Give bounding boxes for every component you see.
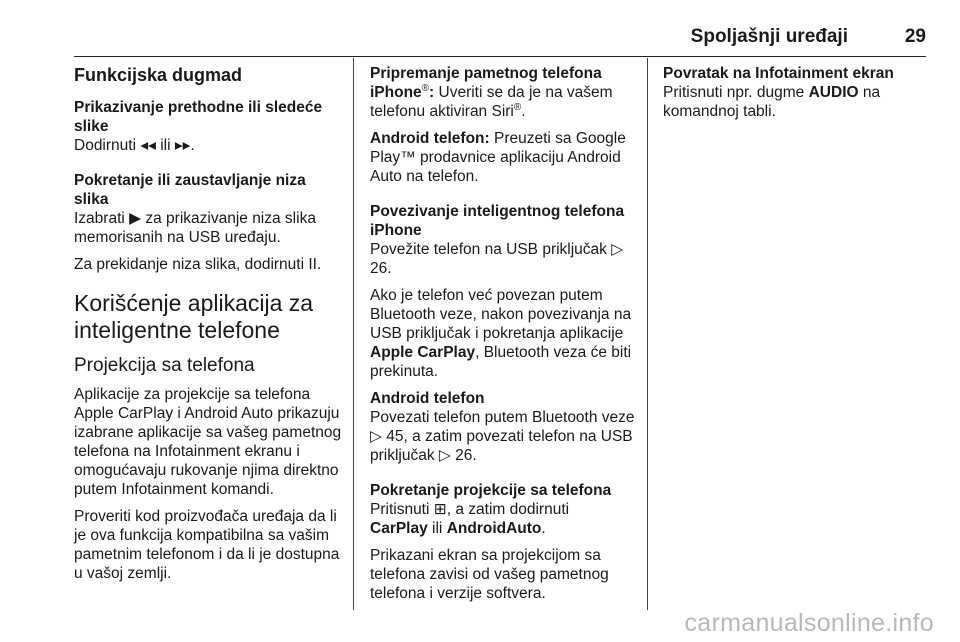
para-proveriti: Proveriti kod proizvođača uređaja da li je ova funkcija kompatibilna sa vašim pametnim telefonom i da li je dostupna u vašoj zemlji. bbox=[74, 508, 340, 582]
heading-povezivanje: Povezivanje inteligentnog telefona bbox=[370, 203, 625, 220]
column-3 bbox=[663, 64, 928, 129]
column-divider-2 bbox=[647, 58, 648, 610]
column-2 bbox=[370, 64, 638, 611]
heading-funkcijska-dugmad: Funkcijska dugmad bbox=[74, 65, 243, 85]
column-1 bbox=[74, 64, 344, 591]
para-izabrati: Izabrati ▶ za prikazivanje niza slika memorisanih na USB uređaju. bbox=[74, 210, 316, 246]
iphone-label: iPhone bbox=[370, 84, 422, 101]
heading-iphone: iPhone bbox=[370, 222, 422, 239]
column-divider-1 bbox=[353, 58, 354, 610]
para-ako: Ako je telefon već povezan putem Bluetooth veze, nakon povezivanja na USB priključak i pokretanja aplikacije Apple CarPlay, Bluetooth veza će biti prekinuta. bbox=[370, 287, 632, 380]
para-povezati: Povezati telefon putem Bluetooth veze ▷ 45, a zatim povezati telefon na USB priključak ▷ 26. bbox=[370, 409, 635, 464]
heading-pripremanje: Pripremanje pametnog telefona bbox=[370, 65, 602, 82]
heading-prikazivanje: Prikazivanje prethodne ili sledeće slike bbox=[74, 99, 323, 135]
header-title: Spoljašnji uređaji bbox=[690, 26, 848, 47]
para-pritisnuti: Pritisnuti ⊞, a zatim dodirnuti CarPlay ili AndroidAuto. bbox=[370, 501, 570, 537]
android-label: Android telefon: bbox=[370, 130, 490, 147]
registered-mark: ® bbox=[421, 82, 430, 94]
heading-koriscenje-aplikacija: Korišćenje aplikacija za inteligentne telefone bbox=[74, 290, 314, 343]
para-povezite: Povežite telefon na USB priključak ▷ 26. bbox=[370, 241, 624, 277]
para-povratak: Pritisnuti npr. dugme AUDIO na komandnoj tabli. bbox=[663, 84, 881, 120]
heading-povratak: Povratak na Infotainment ekran bbox=[663, 65, 894, 82]
heading-pokretanje-projekcije: Pokretanje projekcije sa telefona bbox=[370, 482, 612, 499]
heading-pokretanje-niza: Pokretanje ili zaustavljanje niza slika bbox=[74, 172, 306, 208]
heading-projekcija: Projekcija sa telefona bbox=[74, 355, 255, 376]
heading-android-telefon: Android telefon bbox=[370, 390, 485, 407]
para-android: Android telefon: Preuzeti sa Google Play™ prodavnice aplikaciju Android Auto na telefon. bbox=[370, 130, 626, 185]
header-rule bbox=[74, 56, 926, 57]
page-number: 29 bbox=[904, 26, 926, 47]
para-dodirnuti: Dodirnuti ◂◂ ili ▸▸. bbox=[74, 137, 195, 154]
para-prekidanje: Za prekidanje niza slika, dodirnuti II. bbox=[74, 256, 322, 273]
para-iphone: iPhone®: Uveriti se da je na vašem telefonu aktiviran Siri®. bbox=[370, 82, 613, 120]
watermark: carmanualsonline.info bbox=[684, 609, 934, 637]
para-aplikacije: Aplikacije za projekcije sa telefona Apple CarPlay i Android Auto prikazuju izabrane aplikacije sa vašeg pametnog telefona na Infotainment ekranu i omogućavaju rukovanje njima direktno putem Infotainment komandi. bbox=[74, 386, 342, 498]
para-prikazani: Prikazani ekran sa projekcijom sa telefona zavisi od vašeg pametnog telefona i verzije softvera. bbox=[370, 547, 609, 602]
